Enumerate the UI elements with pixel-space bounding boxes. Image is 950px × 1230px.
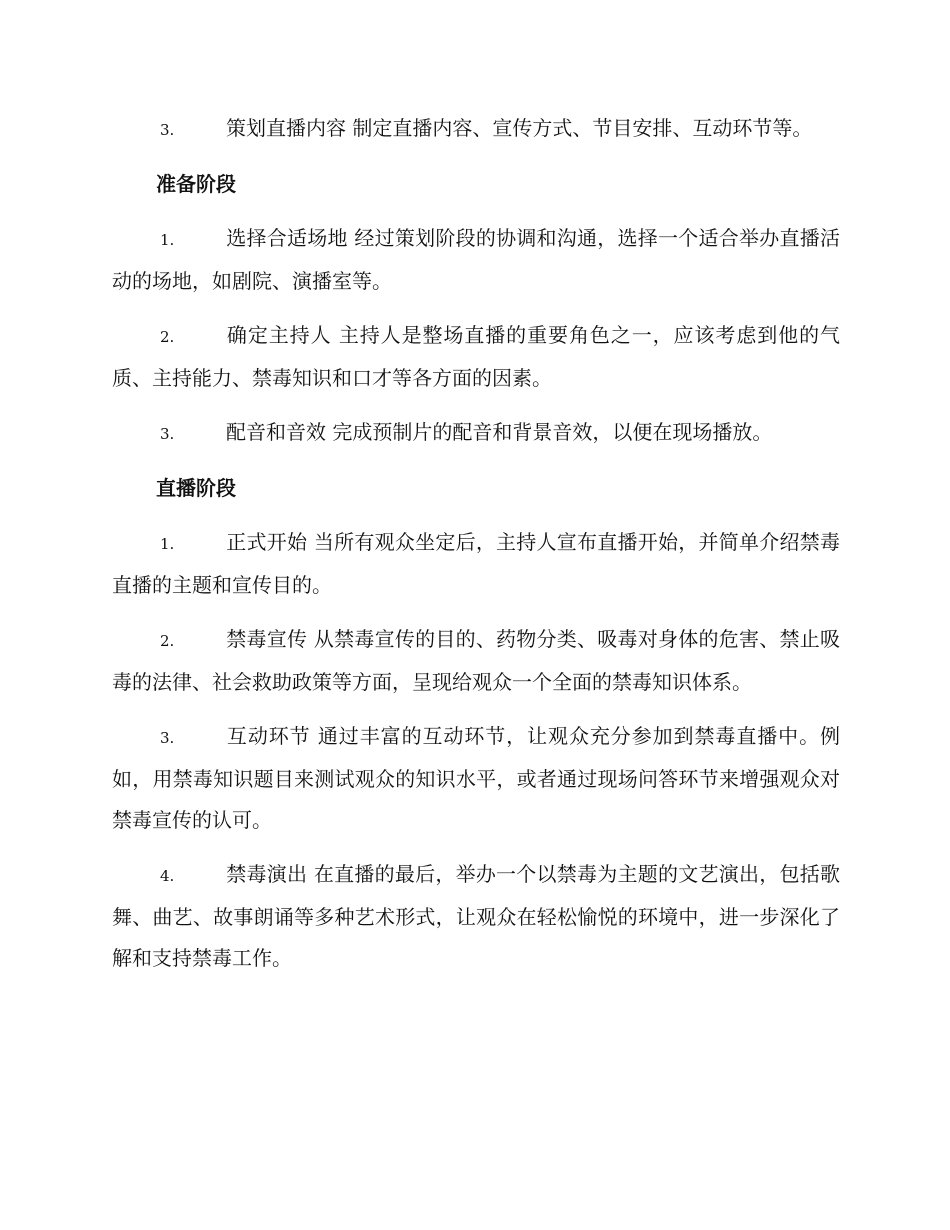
- list-item: [112, 522, 840, 606]
- section-heading: 准备阶段: [156, 172, 236, 196]
- list-item: [112, 412, 840, 455]
- list-item: [112, 619, 840, 703]
- item-title: 选择合适场地: [226, 226, 348, 250]
- list-item: [112, 108, 840, 151]
- list-number: 4.: [160, 867, 175, 885]
- item-text: 制定直播内容、宣传方式、节目安排、互动环节等。: [352, 116, 813, 140]
- item-text: 完成预制片的配音和背景音效，以便在现场播放。: [332, 420, 773, 444]
- item-title: 正式开始: [226, 530, 308, 554]
- item-title: 禁毒宣传: [226, 627, 308, 651]
- list-number: 1.: [160, 231, 175, 249]
- list-number: 1.: [160, 535, 175, 553]
- list-item: [112, 315, 840, 399]
- list-number: 3.: [160, 425, 175, 443]
- item-title: 策划直播内容: [226, 116, 346, 140]
- item-title: 配音和音效: [226, 420, 326, 444]
- document-page: [112, 108, 840, 992]
- section-heading: 直播阶段: [156, 476, 236, 500]
- item-text: 当所有观众坐定后，主持人宣布直播开始，并简单介绍禁毒直播的主题和宣传目的。: [112, 530, 841, 597]
- list-number: 2.: [160, 328, 175, 346]
- item-text: 经过策划阶段的协调和沟通，选择一个适合举办直播活动的场地，如剧院、演播室等。: [112, 226, 841, 293]
- item-title: 禁毒演出: [226, 862, 308, 886]
- item-title: 确定主持人: [226, 323, 332, 347]
- item-text: 通过丰富的互动环节，让观众充分参加到禁毒直播中。例如，用禁毒知识题目来测试观众的知识水平，或者通过现场问答环节来增强观众对禁毒宣传的认可。: [112, 724, 841, 832]
- list-number: 3.: [160, 121, 175, 139]
- list-number: 3.: [160, 729, 175, 747]
- item-text: 从禁毒宣传的目的、药物分类、吸毒对身体的危害、禁止吸毒的法律、社会救助政策等方面，呈现给观众一个全面的禁毒知识体系。: [112, 627, 841, 694]
- list-item: [112, 716, 840, 841]
- list-item: [112, 854, 840, 979]
- item-text: 主持人是整场直播的重要角色之一，应该考虑到他的气质、主持能力、禁毒知识和口才等各方面的因素。: [112, 323, 841, 390]
- list-item: [112, 218, 840, 302]
- item-text: 在直播的最后，举办一个以禁毒为主题的文艺演出，包括歌舞、曲艺、故事朗诵等多种艺术形式，让观众在轻松愉悦的环境中，进一步深化了解和支持禁毒工作。: [112, 862, 841, 970]
- list-number: 2.: [160, 632, 175, 650]
- item-title: 互动环节: [226, 724, 311, 748]
